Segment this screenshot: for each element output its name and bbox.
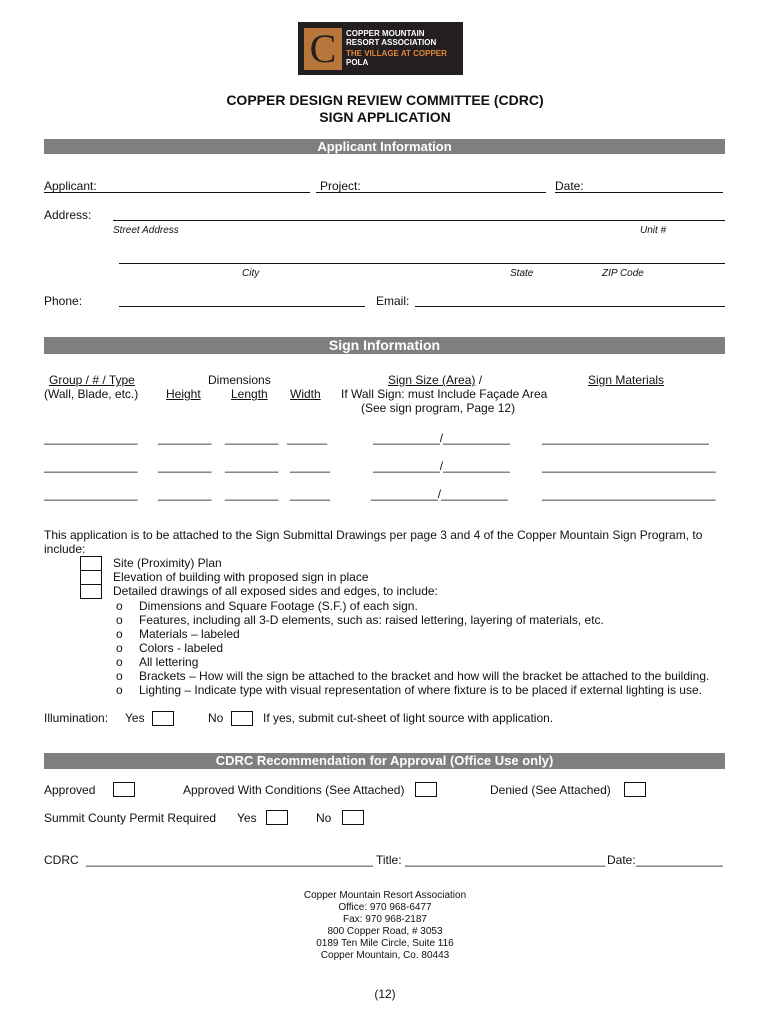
logo-line-1: COPPER MOUNTAIN [346,29,425,38]
logo [298,22,463,75]
row2-size[interactable]: __________/__________ [373,459,510,473]
bullet-icon: o [116,627,123,641]
illumination-yes-checkbox[interactable] [152,711,174,726]
permit-no-label: No [316,811,332,825]
applicant-section-header: Applicant Information [44,139,725,154]
subitem: Features, including all 3-D elements, such as: raised lettering, layering of materials, etc. [139,613,604,627]
row1-group[interactable]: ______________ [44,431,138,445]
row3-width[interactable]: ______ [290,487,331,501]
cdrc-title-field[interactable]: ______________________________ [405,853,606,867]
row3-group[interactable]: ______________ [44,487,138,501]
logo-line-2: RESORT ASSOCIATION [346,38,437,47]
email-field[interactable] [415,306,725,307]
row1-materials[interactable]: _________________________ [542,431,709,445]
applicant-field[interactable] [44,192,310,193]
length-header: Length [231,387,268,401]
denied-checkbox[interactable] [624,782,646,797]
row1-width[interactable]: ______ [287,431,328,445]
bullet-icon: o [116,655,123,669]
footer-address-2: 0189 Ten Mile Circle, Suite 116 [316,938,454,949]
page-number: (12) [374,987,396,1001]
phone-label: Phone: [44,294,83,308]
bullet-icon: o [116,613,123,627]
approved-conditions-checkbox[interactable] [415,782,437,797]
row2-materials[interactable]: __________________________ [542,459,716,473]
permit-yes-checkbox[interactable] [266,810,288,825]
subitem: Dimensions and Square Footage (S.F.) of each sign. [139,599,418,613]
row1-length[interactable]: ________ [225,431,279,445]
cdrc-date-label: Date: [607,853,636,867]
row2-group[interactable]: ______________ [44,459,138,473]
size-header-group [388,373,482,387]
footer-fax: Fax: 970 968-2187 [343,914,427,925]
denied-label: Denied (See Attached) [490,783,611,797]
subitem: Lighting – Indicate type with visual representation of where fixture is to be placed if external lighting is use. [139,683,702,697]
subitem: Materials – labeled [139,627,240,641]
row3-height[interactable]: ________ [158,487,212,501]
illumination-yes-label: Yes [125,711,145,725]
sign-section-header: Sign Information [44,337,725,354]
page-subtitle: SIGN APPLICATION [319,109,451,125]
illumination-no-checkbox[interactable] [231,711,253,726]
permit-label: Summit County Permit Required [44,811,217,825]
state-caption: State [510,268,534,279]
checklist-item-site-plan: Site (Proximity) Plan [113,556,222,570]
illumination-note: If yes, submit cut-sheet of light source with application. [263,711,554,725]
project-label: Project: [320,179,361,193]
bullet-icon: o [116,683,123,697]
size-subheader-1: If Wall Sign: must Include Façade Area [341,387,548,401]
footer-city: Copper Mountain, Co. 80443 [320,950,450,961]
row3-materials[interactable]: __________________________ [542,487,716,501]
subitem: Colors - labeled [139,641,224,655]
subitem: Brackets – How will the sign be attached to the bracket and how will the bracket be attached to the building. [139,669,710,683]
date-label: Date: [555,179,584,193]
attachment-intro-cont: include: [44,542,86,556]
permit-no-checkbox[interactable] [342,810,364,825]
cdrc-date-field[interactable]: _____________ [636,853,723,867]
zip-caption: ZIP Code [602,268,644,279]
phone-field[interactable] [119,306,365,307]
checklist-item-detailed-drawings: Detailed drawings of all exposed sides and edges, to include: [113,584,438,598]
unit-caption: Unit # [640,225,667,236]
approved-conditions-label: Approved With Conditions (See Attached) [183,783,405,797]
page-title: COPPER DESIGN REVIEW COMMITTEE (CDRC) [226,92,544,108]
footer-office: Office: 970 968-6477 [338,902,432,913]
width-header: Width [290,387,321,401]
bullet-icon: o [116,599,123,613]
address-label: Address: [44,208,92,222]
cdrc-title-label: Title: [376,853,402,867]
dimensions-header: Dimensions [208,373,271,387]
row2-height[interactable]: ________ [158,459,212,473]
city-state-zip-field[interactable] [119,263,725,264]
subitem: All lettering [139,655,199,669]
attachment-intro: This application is to be attached to the Sign Submittal Drawings per page 3 and 4 of the Copper Mountain Sign Program, to [44,528,703,542]
cdrc-signature-field[interactable]: ___________________________________________ [86,853,373,867]
cdrc-section-header: CDRC Recommendation for Approval (Office Use only) [44,753,725,769]
size-header-slash: / [475,373,483,387]
cdrc-label: CDRC [44,853,79,867]
email-label: Email: [376,294,410,308]
row1-size[interactable]: __________/__________ [373,431,510,445]
applicant-label: Applicant: [44,179,97,193]
street-address-field[interactable] [113,220,725,221]
row1-height[interactable]: ________ [158,431,212,445]
logo-line-4: POLA [346,58,369,67]
size-subheader-2: (See sign program, Page 12) [361,401,516,415]
approved-checkbox[interactable] [113,782,135,797]
logo-mark: C [304,28,342,70]
size-header: Sign Size (Area) [388,373,476,387]
row3-size[interactable]: __________/__________ [371,487,508,501]
row2-width[interactable]: ______ [290,459,331,473]
row3-length[interactable]: ________ [225,487,279,501]
bullet-icon: o [116,669,123,683]
project-field[interactable] [316,192,546,193]
group-subheader: (Wall, Blade, etc.) [44,387,139,401]
street-address-caption: Street Address [113,225,179,236]
logo-line-3: THE VILLAGE AT COPPER [346,49,447,58]
materials-header: Sign Materials [588,373,665,387]
checkbox-site-plan[interactable] [80,556,102,571]
checklist-item-elevation: Elevation of building with proposed sign in place [113,570,369,584]
checkbox-elevation[interactable] [80,570,102,585]
bullet-icon: o [116,641,123,655]
height-header: Height [166,387,201,401]
group-header: Group / # / Type [49,373,135,387]
illumination-no-label: No [208,711,224,725]
city-caption: City [242,268,260,279]
footer-org: Copper Mountain Resort Association [303,890,467,901]
row2-length[interactable]: ________ [225,459,279,473]
illumination-label: Illumination: [44,711,109,725]
approved-label: Approved [44,783,96,797]
footer-address-1: 800 Copper Road, # 3053 [327,926,443,937]
date-field[interactable] [555,192,723,193]
permit-yes-label: Yes [237,811,257,825]
checkbox-detailed-drawings[interactable] [80,584,102,599]
